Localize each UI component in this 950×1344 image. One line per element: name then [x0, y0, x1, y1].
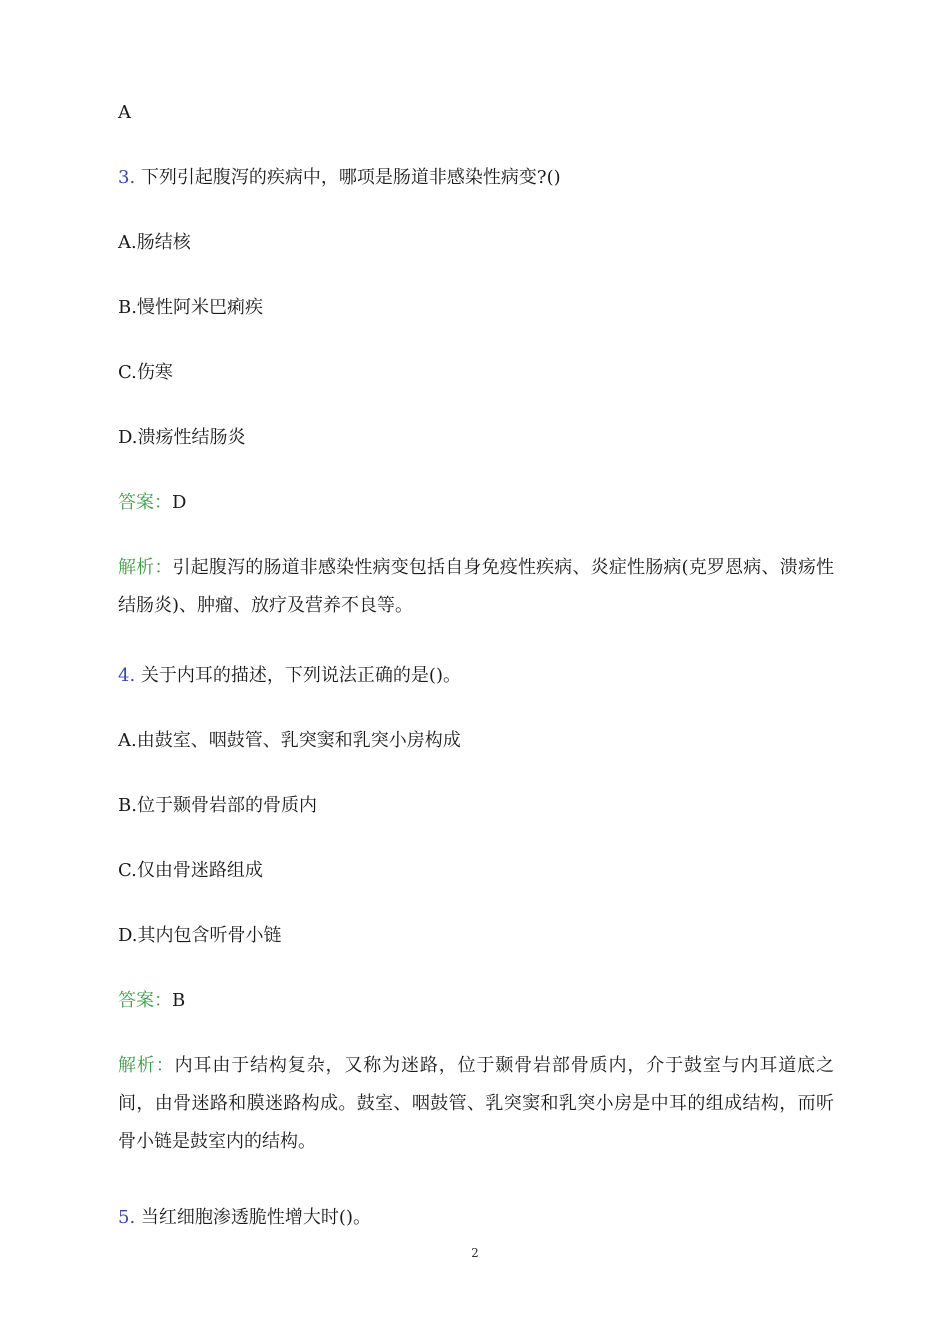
- option-a: A.由鼓室、咽鼓管、乳突窦和乳突小房构成: [118, 730, 461, 751]
- question-stem: 下列引起腹泻的疾病中，哪项是肠道非感染性病变?(): [140, 167, 561, 188]
- option-d: D.溃疡性结肠炎: [118, 427, 246, 448]
- answer-line: [118, 491, 186, 515]
- question-stem: 当红细胞渗透脆性增大时()。: [140, 1207, 371, 1228]
- option-b: B.位于颞骨岩部的骨质内: [118, 795, 317, 816]
- option-c: C.伤寒: [118, 362, 173, 383]
- analysis-paragraph: [118, 1047, 834, 1161]
- question-4: [118, 664, 461, 688]
- analysis-label: 解析：: [118, 1055, 175, 1076]
- question-number: 3: [118, 167, 130, 188]
- option-d: D.其内包含听骨小链: [118, 925, 282, 946]
- answer-label: 答案：: [118, 492, 172, 513]
- option-c: C.仅由骨迷路组成: [118, 860, 263, 881]
- analysis-text: 引起腹泻的肠道非感染性病变包括自身免疫性疾病、炎症性肠病(克罗恩病、溃疡性结肠炎)、肿瘤、放疗及营养不良等。: [118, 557, 834, 616]
- question-number: 5: [118, 1207, 130, 1228]
- answer-value: B: [172, 990, 186, 1011]
- question-separator: .: [129, 665, 136, 686]
- question-5: [118, 1206, 371, 1230]
- analysis-label: 解析：: [118, 557, 173, 578]
- page-number: 2: [471, 1246, 479, 1260]
- question-3: [118, 166, 561, 190]
- answer-line: [118, 989, 185, 1013]
- previous-answer: A: [118, 102, 131, 123]
- analysis-paragraph: [118, 549, 834, 625]
- question-separator: .: [129, 167, 136, 188]
- question-separator: .: [129, 1207, 136, 1228]
- question-number: 4: [118, 665, 130, 686]
- option-b: B.慢性阿米巴痢疾: [118, 297, 263, 318]
- question-stem: 关于内耳的描述，下列说法正确的是()。: [140, 665, 461, 686]
- option-a: A.肠结核: [118, 232, 191, 253]
- analysis-text: 内耳由于结构复杂，又称为迷路，位于颞骨岩部骨质内，介于鼓室与内耳道底之间，由骨迷路和膜迷路构成。鼓室、咽鼓管、乳突窦和乳突小房是中耳的组成结构，而听骨小链是鼓室内的结构。: [118, 1055, 835, 1152]
- answer-label: 答案：: [118, 990, 172, 1011]
- answer-value: D: [172, 492, 187, 513]
